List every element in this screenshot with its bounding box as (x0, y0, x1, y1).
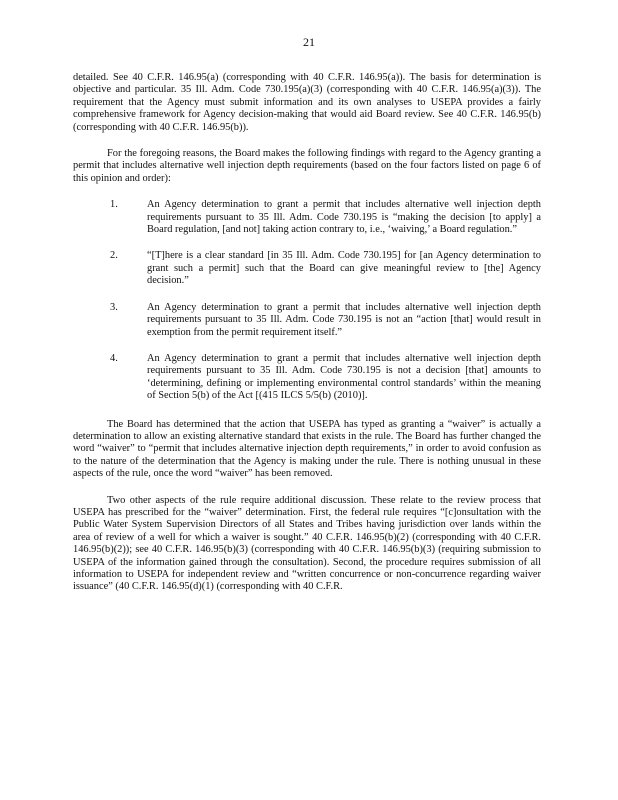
finding-item (73, 250, 541, 287)
paragraph-2: For the foregoing reasons, the Board makes the following findings with regard to the Agency granting a permit that includes alternative well injection depth requirements (based on the four factors listed on page 6 of this opinion and order): (73, 148, 541, 184)
finding-item (73, 302, 541, 339)
paragraph-4: Two other aspects of the rule require additional discussion. These relate to the review process that USEPA has prescribed for the “waiver” determination. First, the federal rule requires “[c]onsultation with the Public Water System Supervision Directors of all States and Tribes having jurisdiction over lands within the area of review of a well for which a waiver is sought.” 40 C.F.R. 146.95(b)(2) (corresponding with 40 C.F.R. 146.95(b)(2)); see 40 C.F.R. 146.95(b)(3) (corresponding with 40 C.F.R. 146.95(b)(3) (requiring submission to USEPA of the information gained through the consultation). Second, the procedure requires submission of all information to USEPA for independent review and “written concurrence or non-concurrence regarding waiver issuance” (40 C.F.R. 146.95(d)(1) (corresponding with 40 C.F.R. (73, 494, 541, 593)
finding-text: An Agency determination to grant a permit that includes alternative well injection depth requirements pursuant to 35 Ill. Adm. Code 730.195 is not an “action [that] would result in exemption from the permit requirement itself.” (147, 301, 541, 338)
finding-item (73, 353, 541, 403)
paragraph-1: detailed. See 40 C.F.R. 146.95(a) (corresponding with 40 C.F.R. 146.95(a)). The basis for determination is objective and particular. 35 Ill. Adm. Code 730.195(a)(3) (corresponding with 40 C.F.R. 146.95(a)(3)). The requirement that the Agency must submit information and its own analyses to USEPA provides a fairly comprehensive framework for Agency decision-making that would aid Board review. See 40 C.F.R. 146.95(b) (corresponding with 40 C.F.R. 146.95(b)). (73, 72, 541, 133)
paragraph-3: The Board has determined that the action that USEPA has typed as granting a “waiver” is actually a determination to allow an existing alternative standard that exists in the rule. The Board has further changed the word “waiver” to “permit that includes alternative injection depth requirements,” in order to avoid confusion as to the nature of the determination that the Agency is making under the rule. There is nothing unusual in these aspects of the rule, once the word “waiver” has been removed. (73, 418, 541, 480)
page-number: 21 (303, 35, 315, 49)
document-body (73, 72, 541, 608)
finding-number: 1. (110, 199, 118, 211)
finding-number: 4. (110, 352, 118, 364)
finding-number: 3. (110, 301, 118, 313)
findings-list (73, 199, 541, 402)
finding-text: An Agency determination to grant a permit that includes alternative well injection depth requirements pursuant to 35 Ill. Adm. Code 730.195 is not a decision [that] amounts to ‘determining, defining or implementing environmental control standards’ within the meaning of Section 5(b) of the Act [(415 ILCS 5/5(b) (2010)]. (147, 352, 541, 402)
finding-number: 2. (110, 250, 118, 262)
finding-item (73, 199, 541, 236)
finding-text: “[T]here is a clear standard [in 35 Ill. Adm. Code 730.195] for [an Agency determination to grant such a permit] such that the Board can give meaningful review to [the] Agency decision.” (147, 250, 541, 287)
finding-text: An Agency determination to grant a permit that includes alternative well injection depth requirements pursuant to 35 Ill. Adm. Code 730.195 is “making the decision [to apply] a Board regulation, [and not] taking action contrary to, i.e., ‘waiving,’ a Board regulation.” (147, 199, 541, 236)
